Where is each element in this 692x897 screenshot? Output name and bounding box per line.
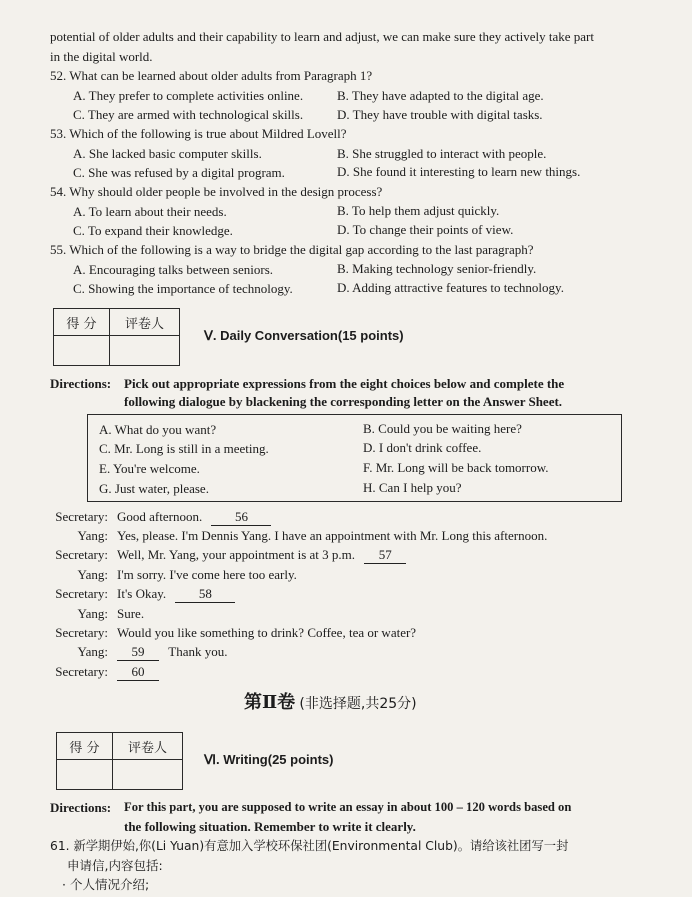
directions-text: For this part, you are supposed to write an essay in about 100 – 120 words based on [124,800,572,814]
speaker: Secretary: [55,509,108,524]
answer-blank-56[interactable]: 56 [211,508,271,526]
grader-label: 评卷人 [110,309,180,336]
dialogue-text: It's Okay. [117,586,167,601]
speaker: Yang: [77,644,108,659]
grader-cell[interactable] [110,336,180,366]
speaker: Secretary: [55,586,108,601]
dialogue-line [117,585,235,603]
question-55-option-a: A. Encouraging talks between seniors. [73,262,274,277]
question-53-option-b: B. She struggled to interact with people. [337,146,547,161]
choice-d: D. I don't drink coffee. [363,440,482,455]
dialogue-line [117,546,406,564]
question-54-option-a: A. To learn about their needs. [73,204,227,219]
choice-c: C. Mr. Long is still in a meeting. [99,441,269,456]
speaker: Yang: [77,567,108,582]
speaker: Yang: [77,528,108,543]
section-5-title: Ⅴ. Daily Conversation(15 points) [204,328,404,343]
grader-label: 评卷人 [113,733,183,760]
dialogue-text: Sure. [117,606,145,621]
score-label: 得 分 [54,309,110,336]
part-2-subtitle: (非选择题,共25分) [299,696,417,712]
section-6-title: Ⅵ. Writing(25 points) [204,752,334,767]
answer-blank-58[interactable]: 58 [175,585,235,603]
question-54-option-c: C. To expand their knowledge. [73,223,233,238]
question-52-option-c: C. They are armed with technological skills. [73,107,304,122]
question-55-option-d: D. Adding attractive features to technology. [337,280,564,295]
dialogue-text: Thank you. [168,644,228,659]
question-55-stem: 55. Which of the following is a way to bridge the digital gap according to the last paragraph? [50,242,534,257]
question-54-stem: 54. Why should older people be involved in the design process? [50,184,383,199]
answer-blank-57[interactable]: 57 [364,546,406,564]
choice-g: G. Just water, please. [99,481,209,496]
question-55-option-b: B. Making technology senior-friendly. [337,261,537,276]
grader-cell[interactable] [113,760,183,790]
dialogue-text: Well, Mr. Yang, your appointment is at 3 p.m. [117,547,355,562]
choices-box [87,414,622,502]
score-cell[interactable] [54,336,110,366]
directions-label: Directions: [50,376,112,391]
question-54-option-d: D. To change their points of view. [337,222,514,237]
directions-text: Pick out appropriate expressions from the eight choices below and complete the [124,376,565,391]
directions-text: the following situation. Remember to write it clearly. [124,819,416,834]
dialogue-line [117,508,271,526]
speaker: Secretary: [55,664,108,679]
score-cell[interactable] [57,760,113,790]
dialogue-text: Yes, please. I'm Dennis Yang. I have an appointment with Mr. Long this afternoon. [117,528,548,543]
choice-h: H. Can I help you? [363,480,462,495]
question-61-line: · 个人情况介绍; [62,877,150,892]
score-box [56,732,183,790]
question-53-option-d: D. She found it interesting to learn new things. [337,164,581,179]
passage-line: potential of older adults and their capability to learn and adjust, we can make sure they actively take part [50,29,594,44]
speaker: Secretary: [55,625,108,640]
directions-label: Directions: [50,800,112,815]
question-52-option-a: A. They prefer to complete activities online. [73,88,304,103]
choice-e: E. You're welcome. [99,461,200,476]
dialogue-text: I'm sorry. I've come here too early. [117,567,297,582]
answer-blank-59[interactable]: 59 [117,643,159,661]
part-2-heading [244,688,417,714]
part-2-title: 第Ⅱ卷 [244,692,296,713]
question-61-line: 61. 新学期伊始,你(Li Yuan)有意加入学校环保社团(Environmental Club)。请给该社团写一封 [50,839,569,853]
dialogue-text: Good afternoon. [117,509,203,524]
question-54-option-b: B. To help them adjust quickly. [337,203,500,218]
choice-f: F. Mr. Long will be back tomorrow. [363,460,549,475]
speaker: Secretary: [55,547,108,562]
question-53-option-a: A. She lacked basic computer skills. [73,146,262,161]
answer-blank-60[interactable]: 60 [117,663,159,681]
dialogue-line [117,643,227,661]
question-55-option-c: C. Showing the importance of technology. [73,281,293,296]
score-label: 得 分 [57,733,113,760]
dialogue-line [117,663,159,681]
question-52-option-b: B. They have adapted to the digital age. [337,88,544,103]
dialogue-text: Would you like something to drink? Coffee, tea or water? [117,625,417,640]
question-52-option-d: D. They have trouble with digital tasks. [337,107,543,122]
question-53-option-c: C. She was refused by a digital program. [73,165,285,180]
question-53-stem: 53. Which of the following is true about Mildred Lovell? [50,126,347,141]
directions-text: following dialogue by blackening the corresponding letter on the Answer Sheet. [124,394,563,409]
passage-line: in the digital world. [50,49,153,64]
choice-a: A. What do you want? [99,422,217,437]
choice-b: B. Could you be waiting here? [363,421,522,436]
question-52-stem: 52. What can be learned about older adults from Paragraph 1? [50,68,373,83]
speaker: Yang: [77,606,108,621]
question-61-line: 申请信,内容包括: [67,858,163,873]
score-box [53,308,180,366]
